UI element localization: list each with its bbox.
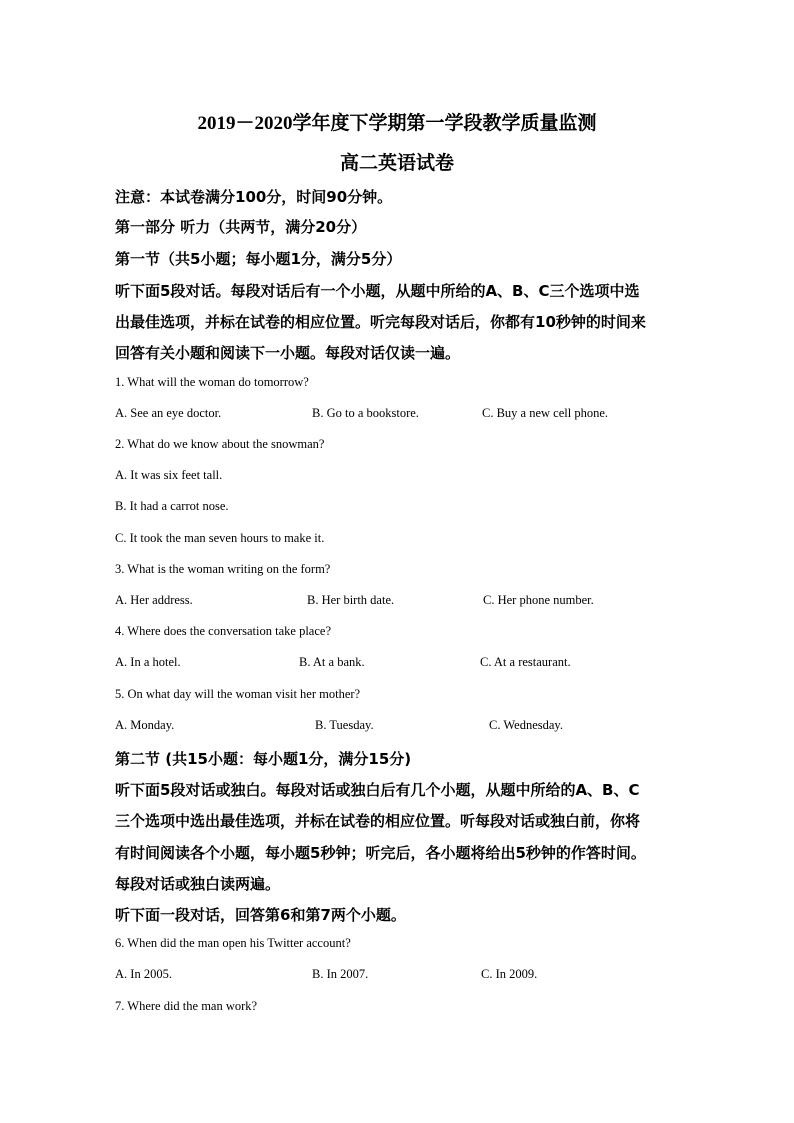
option-c: C. Wednesday. <box>489 718 563 732</box>
option-b: B. At a bank. <box>299 655 365 669</box>
section2-instruction-line: 有时间阅读各个小题，每小题5秒钟；听完后，各小题将给出5秒钟的作答时间。 <box>115 844 646 862</box>
option-a: A. It was six feet tall. <box>115 468 223 482</box>
section2-instruction-line: 每段对话或独白读两遍。 <box>115 875 281 893</box>
option-b: B. Go to a bookstore. <box>312 406 419 420</box>
notice: 注意：本试卷满分100分，时间90分钟。 <box>115 188 393 206</box>
option-c: C. At a restaurant. <box>480 655 571 669</box>
option-a: A. In a hotel. <box>115 655 181 669</box>
section2-heading: 第二节 (共15小题：每小题1分，满分15分) <box>115 750 412 768</box>
option-c: C. Buy a new cell phone. <box>482 406 609 420</box>
question-stem: 6. When did the man open his Twitter account? <box>115 936 351 950</box>
question-stem: 1. What will the woman do tomorrow? <box>115 375 309 389</box>
option-a: A. In 2005. <box>115 967 172 981</box>
exam-title: 2019－2020学年度下学期第一学段教学质量监测 <box>197 113 597 134</box>
option-b: B. Her birth date. <box>307 593 395 607</box>
option-a: A. Monday. <box>115 718 175 732</box>
section1-instruction-line: 听下面5段对话。每段对话后有一个小题，从题中所给的A、B、C三个选项中选 <box>115 282 640 300</box>
option-c: C. Her phone number. <box>483 593 594 607</box>
question-stem: 7. Where did the man work? <box>115 999 258 1013</box>
question-stem: 4. Where does the conversation take place? <box>115 624 331 638</box>
option-a: A. Her address. <box>115 593 193 607</box>
section2-instruction-line: 三个选项中选出最佳选项，并标在试卷的相应位置。听每段对话或独白前，你将 <box>115 812 641 830</box>
option-b: B. It had a carrot nose. <box>115 499 229 513</box>
option-c: C. In 2009. <box>481 967 538 981</box>
section2-instruction-line: 听下面5段对话或独白。每段对话或独白后有几个小题，从题中所给的A、B、C <box>115 781 640 799</box>
question-stem: 3. What is the woman writing on the form? <box>115 562 331 576</box>
question-stem: 2. What do we know about the snowman? <box>115 437 325 451</box>
option-b: B. Tuesday. <box>315 718 374 732</box>
option-a: A. See an eye doctor. <box>115 406 222 420</box>
section2-sub-instruction: 听下面一段对话，回答第6和第7两个小题。 <box>115 906 406 924</box>
option-b: B. In 2007. <box>312 967 369 981</box>
section1-heading: 第一节（共5小题；每小题1分，满分5分） <box>115 250 402 268</box>
section1-instruction-line: 出最佳选项，并标在试卷的相应位置。听完每段对话后，你都有10秒钟的时间来 <box>115 313 646 331</box>
exam-subtitle: 高二英语试卷 <box>339 153 454 174</box>
section1-instruction-line: 回答有关小题和阅读下一小题。每段对话仅读一遍。 <box>115 344 461 362</box>
option-c: C. It took the man seven hours to make it. <box>115 531 325 545</box>
question-stem: 5. On what day will the woman visit her mother? <box>115 687 361 701</box>
part1-heading: 第一部分 听力（共两节，满分20分） <box>115 218 367 236</box>
